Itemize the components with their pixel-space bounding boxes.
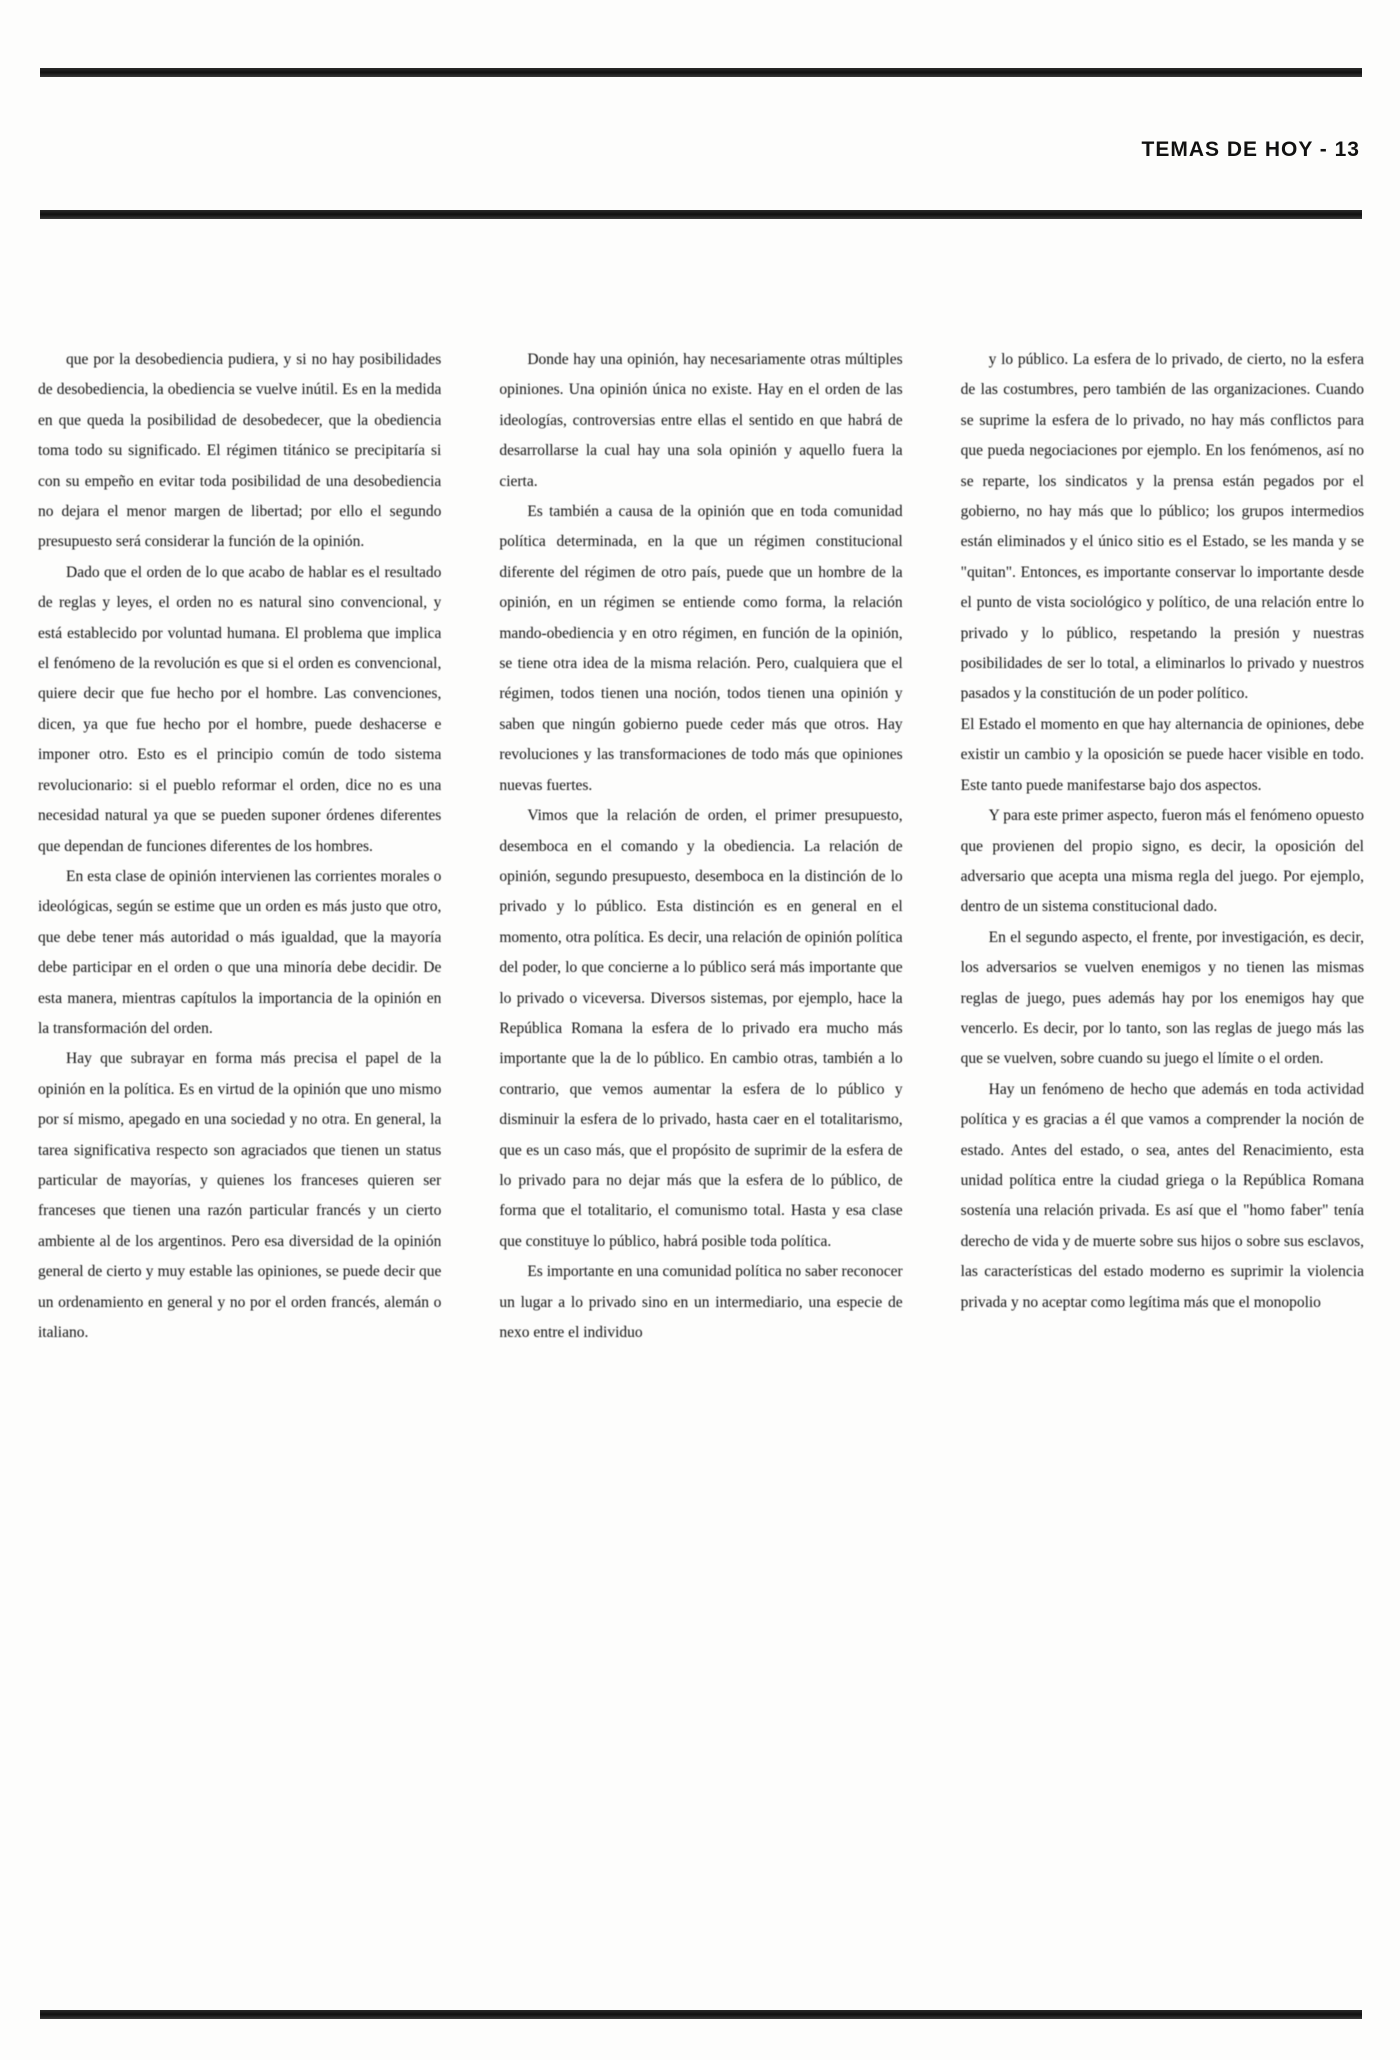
paragraph: Y para este primer aspecto, fueron más el fenómeno opuesto que provienen del propio signo, es decir, la oposición del adversario que acepta una misma regla del juego. Por ejemplo, dentro de un sistema constitucional dado. bbox=[960, 807, 1364, 916]
paragraph: Hay un fenómeno de hecho que además en toda actividad política y es gracias a él que vamos a comprender la noción de estado. Antes del estado, o sea, antes del Renacimiento, esta unidad política entre la ciudad griega o la República Romana sostenía una relación privada. Es así que el "homo faber" tenía derecho de vida y de muerte sobre sus hijos o sobre sus esclavos, las características del estado moderno es suprimir la violencia privada y no aceptar como legítima más que el monopolio bbox=[960, 1080, 1364, 1311]
paragraph: Es también a causa de la opinión que en toda comunidad política determinada, en la que un régimen constitucional diferente del régimen de otro país, puede que un hombre de la opinión, en un régimen se entiende como forma, la relación mando-obediencia y en otro régimen, en función de la opinión, se tiene otra idea de la misma relación. Pero, cualquiera que el régimen, todos tienen una noción, todos tienen una opinión y saben que ningún gobierno puede ceder más que otros. Hay revoluciones y las transformaciones de todo más que opiniones nuevas fuertes. bbox=[499, 503, 903, 794]
paragraph: Donde hay una opinión, hay necesariamente otras múltiples opiniones. Una opinión única no existe. Hay en el orden de las ideologías, controversias entre ellas el sentido en que habrá de desarrollarse la cual hay una sola opinión y aquello fuera la cierta. bbox=[499, 351, 903, 490]
top-rule bbox=[40, 68, 1362, 77]
paragraph: que por la desobediencia pudiera, y si no hay posibilidades de desobediencia, la obediencia se vuelve inútil. Es en la medida en que queda la posibilidad de desobedecer, que la obediencia toma todo su significado. El régimen titánico se precipitaría si con su empeño en evitar toda posibilidad de una desobediencia no dejara el menor margen de libertad; por ello el segundo presupuesto será considerar la función de la opinión. bbox=[38, 351, 442, 551]
column-2 bbox=[499, 345, 902, 1950]
paragraph: En el segundo aspecto, el frente, por investigación, es decir, los adversarios se vuelven enemigos y no tienen las mismas reglas de juego, pues además hay por los enemigos hay que vencerlo. Es decir, por lo tanto, son las reglas de juego más las que se vuelven, sobre cuando su juego el límite o el orden. bbox=[960, 928, 1364, 1068]
paragraph: Es importante en una comunidad política no saber reconocer un lugar a lo privado sino en un intermediario, una especie de nexo entre el individuo bbox=[499, 1263, 903, 1341]
header-rule bbox=[40, 210, 1362, 219]
paragraph: Hay que subrayar en forma más precisa el papel de la opinión en la política. Es en virtud de la opinión que uno mismo por sí mismo, apegado en una sociedad y no otra. En general, la tarea significativa respecto son agraciados que tienen un status particular de mayorías, y quienes los franceses quieren ser franceses que tienen una razón particular francés y un cierto ambiente al de los argentinos. Pero esa diversidad de la opinión general de cierto y muy estable las opiniones, se puede decir que un ordenamiento en general y no por el orden francés, alemán o italiano. bbox=[38, 1050, 442, 1341]
paragraph: Vimos que la relación de orden, el primer presupuesto, desemboca en el comando y la obediencia. La relación de opinión, segundo presupuesto, desemboca en la distinción de lo privado y lo público. Esta distinción es en general en el momento, otra política. Es decir, una relación de opinión política del poder, lo que concierne a lo público será más importante que lo privado o viceversa. Diversos sistemas, por ejemplo, hace la República Romana la esfera de lo privado era mucho más importante que la de lo público. En cambio otras, también a lo contrario, que vemos aumentar la esfera de lo público y disminuir la esfera de lo privado, hasta caer en el totalitarismo, que es un caso más, que el propósito de suprimir de la esfera de lo privado para no dejar más que la esfera de lo público, de forma que el totalitario, el comunismo total. Hasta y esa clase que constituye lo público, habrá posible toda política. bbox=[499, 807, 903, 1250]
paragraph: En esta clase de opinión intervienen las corrientes morales o ideológicas, según se estime que un orden es más justo que otro, que debe tener más autoridad o más igualdad, que la mayoría debe participar en el orden o que una minoría debe decidir. De esta manera, mientras capítulos la importancia de la opinión en la transformación del orden. bbox=[38, 867, 442, 1037]
column-1 bbox=[38, 345, 441, 1950]
bottom-rule bbox=[40, 2010, 1362, 2019]
running-head: TEMAS DE HOY - 13 bbox=[1141, 138, 1360, 161]
paragraph: y lo público. La esfera de lo privado, de cierto, no la esfera de las costumbres, pero también de las organizaciones. Cuando se suprime la esfera de lo privado, no hay más conflictos para que pueda negociaciones por ejemplo. En los fenómenos, así no se reparte, los sindicatos y la prensa están pegados por el gobierno, no hay más que lo público; los grupos intermedios están eliminados y el único sitio es el Estado, se les manda y se "quitan". Entonces, es importante conservar lo importante desde el punto de vista sociológico y político, de una relación entre lo privado y lo público, respetando la presión y nuestras posibilidades de ser lo total, a eliminarlos lo privado y nuestros pasados y la constitución de un poder político. bbox=[960, 351, 1364, 703]
paragraph: Dado que el orden de lo que acabo de hablar es el resultado de reglas y leyes, el orden no es natural sino convencional, y está establecido por voluntad humana. El problema que implica el fenómeno de la revolución es que si el orden es convencional, quiere decir que fue hecho por el hombre. Las convenciones, dicen, ya que fue hecho por el hombre, puede deshacerse e imponer otro. Esto es el principio común de todo sistema revolucionario: si el pueblo reformar el orden, dice no es una necesidad natural ya que se pueden suponer órdenes diferentes que dependan de funciones diferentes de los hombres. bbox=[38, 563, 442, 855]
column-3 bbox=[961, 345, 1364, 1950]
text-columns bbox=[38, 345, 1364, 1950]
paragraph: El Estado el momento en que hay alternancia de opiniones, debe existir un cambio y la oposición se puede hacer visible en todo. Este tanto puede manifestarse bajo dos aspectos. bbox=[960, 715, 1364, 794]
